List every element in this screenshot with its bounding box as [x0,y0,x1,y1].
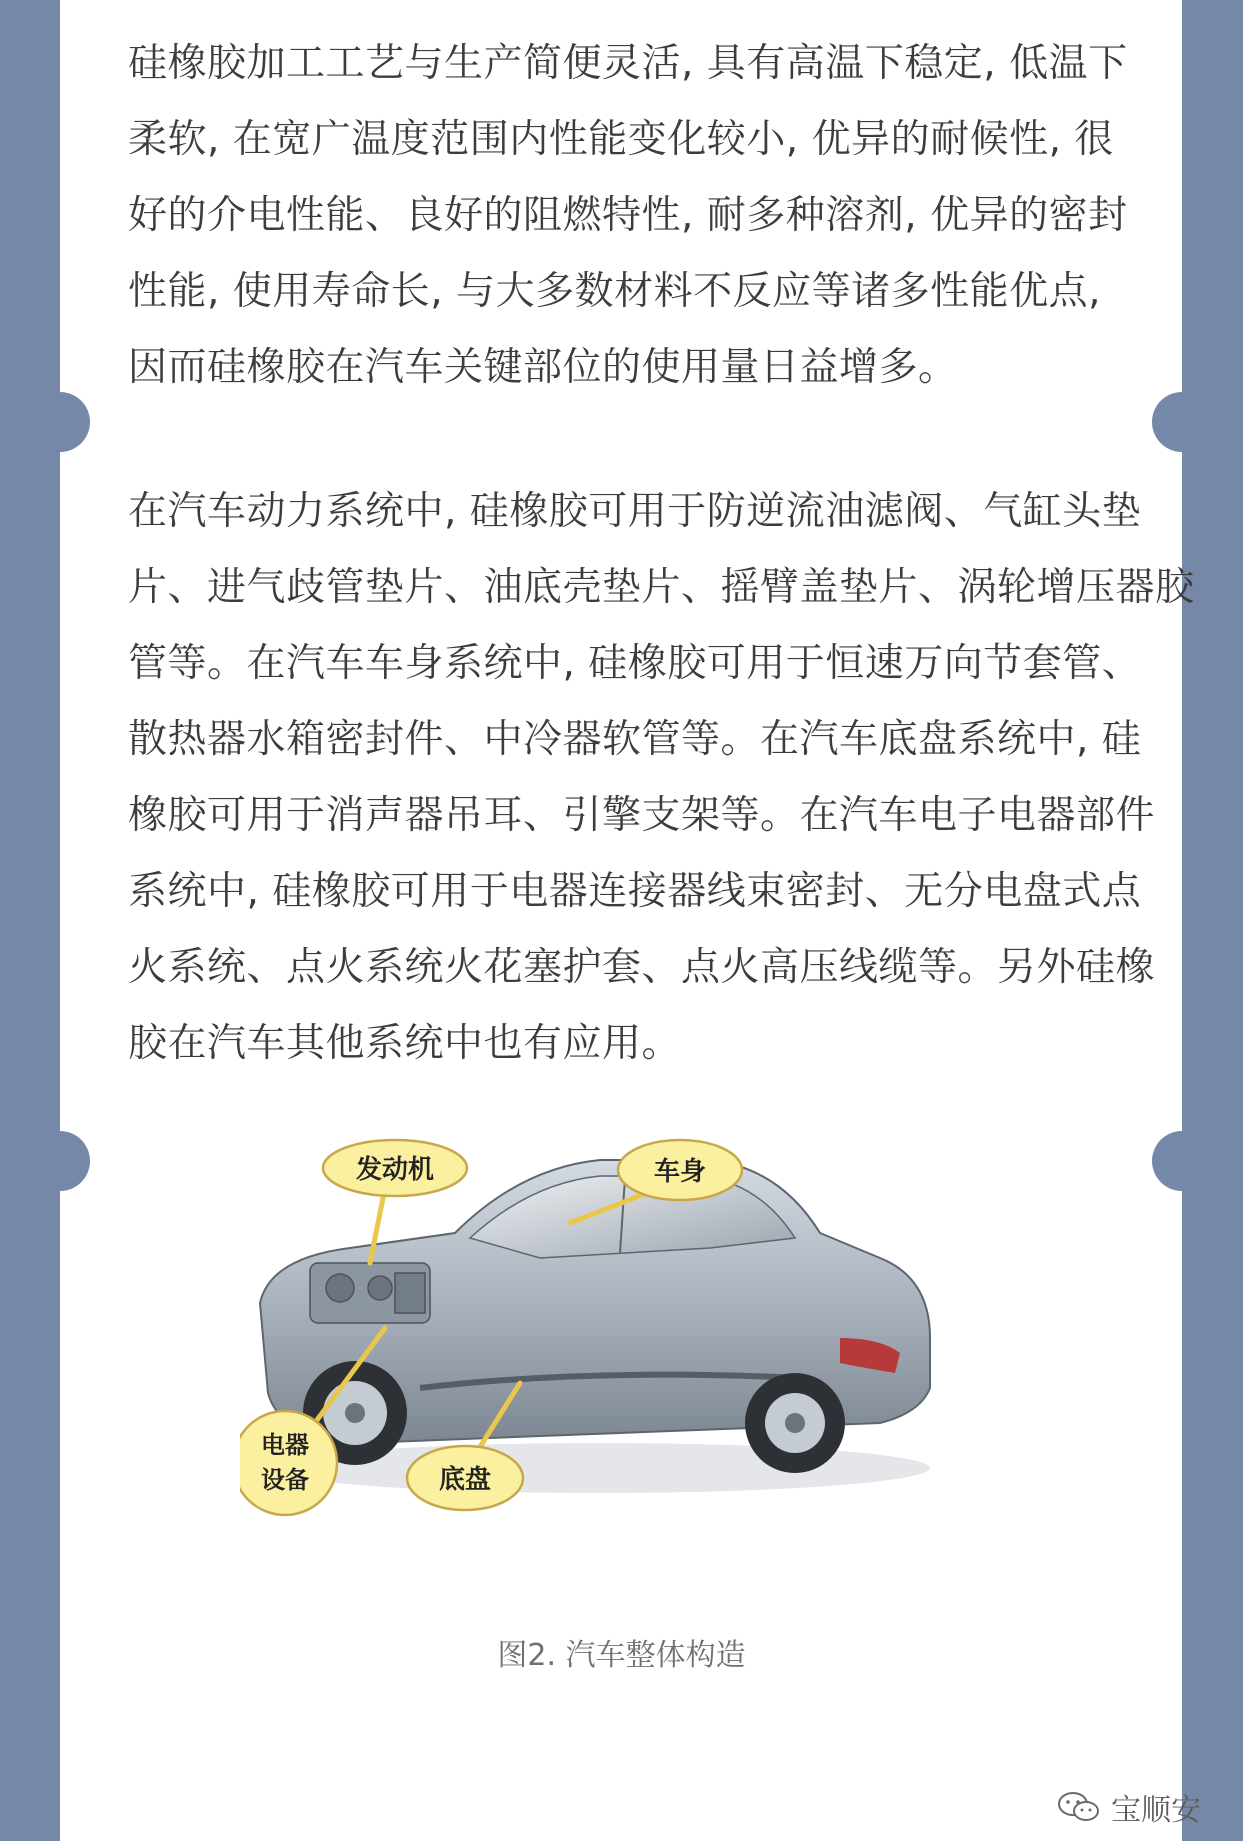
paragraph-2-line: 片、进气歧管垫片、油底壳垫片、摇臂盖垫片、涡轮增压器胶 [128,565,1195,610]
paragraph-1-line: 因而硅橡胶在汽车关键部位的使用量日益增多。 [128,345,958,390]
paragraph-1-line: 好的介电性能、良好的阻燃特性, 耐多种溶剂, 优异的密封 [128,193,1128,238]
paragraph-1-line: 柔软, 在宽广温度范围内性能变化较小, 优异的耐候性, 很 [128,117,1114,162]
engine-bay [310,1263,430,1323]
paragraph-2-line: 橡胶可用于消声器吊耳、引擎支架等。在汽车电子电器部件 [128,793,1156,838]
body-label: 车身 [653,1157,707,1187]
chassis-label: 底盘 [438,1465,492,1495]
engine-label-bubble [323,1140,467,1196]
account-watermark [1057,1785,1201,1829]
electrical-label-bubble [240,1411,337,1515]
frame-notch-right-top [1152,392,1212,452]
paragraph-2-line: 火系统、点火系统火花塞护套、点火高压线缆等。另外硅橡 [128,945,1156,990]
paragraph-1-line: 硅橡胶加工工艺与生产简便灵活, 具有高温下稳定, 低温下 [128,41,1128,86]
paragraph-2 [128,474,1195,1082]
paragraph-1-line: 性能, 使用寿命长, 与大多数材料不反应等诸多性能优点, [128,269,1101,314]
body-label-bubble [618,1140,742,1200]
electrical-label-line1: 电器 [261,1430,309,1459]
paragraph-1 [128,26,1128,406]
wechat-icon [1057,1791,1101,1823]
paragraph-2-line: 系统中, 硅橡胶可用于电器连接器线束密封、无分电盘式点 [128,869,1142,914]
account-name: 宝顺安 [1111,1793,1201,1828]
frame-notch-left-top [30,392,90,452]
paragraph-2-line: 在汽车动力系统中, 硅橡胶可用于防逆流油滤阀、气缸头垫 [128,489,1142,534]
electrical-label-line2: 设备 [261,1465,309,1494]
paragraph-2-line: 散热器水箱密封件、中冷器软管等。在汽车底盘系统中, 硅 [128,717,1142,762]
frame-notch-right-bottom [1152,1131,1212,1191]
frame-notch-left-bottom [30,1131,90,1191]
figure-caption: 图2. 汽车整体构造 [497,1638,746,1673]
car-structure-figure [240,1138,940,1538]
paragraph-2-line: 管等。在汽车车身系统中, 硅橡胶可用于恒速万向节套管、 [128,641,1142,686]
chassis-label-bubble [407,1446,523,1510]
engine-label: 发动机 [355,1155,435,1185]
paragraph-2-line: 胶在汽车其他系统中也有应用。 [128,1021,682,1066]
rear-wheel [745,1373,845,1473]
